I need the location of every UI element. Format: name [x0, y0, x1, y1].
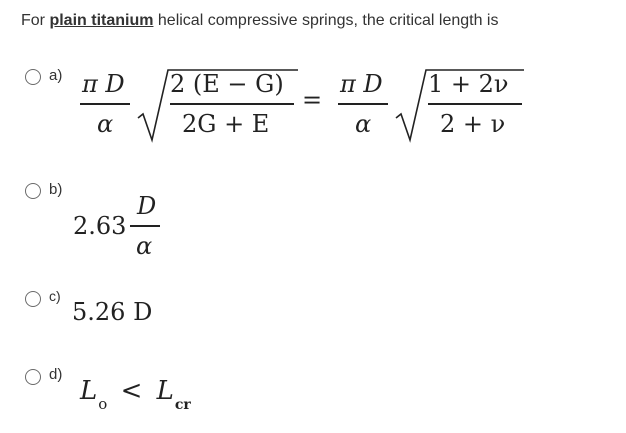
option-a-rhs-den: α	[355, 110, 372, 138]
option-b-coef: 2.63	[73, 212, 127, 240]
option-a-equals: =	[302, 86, 323, 114]
option-d-expression	[80, 376, 191, 414]
option-a-lhs-den: α	[97, 110, 114, 138]
option-d-rhs: L	[156, 376, 174, 406]
option-a-radio[interactable]	[25, 69, 41, 85]
option-a-lhs-root-den: 2G + E	[182, 110, 270, 138]
question-suffix: helical compressive springs, the critical length is	[153, 12, 499, 29]
question-text	[21, 12, 498, 30]
option-a-rhs-root-num: 1 + 2ν	[428, 70, 509, 98]
question-emphasis: plain titanium	[49, 12, 154, 29]
option-b-num: D	[137, 192, 157, 220]
option-d-rhs-sub: cr	[174, 397, 191, 414]
option-b-bar	[130, 225, 160, 227]
option-d-radio[interactable]	[25, 369, 41, 385]
option-d-op: <	[120, 376, 143, 406]
option-c-expr: 5.26 D	[72, 298, 153, 326]
option-a-lhs-bar	[80, 103, 130, 105]
option-a-rhs-num: π D	[340, 70, 383, 98]
option-a-lhs-root-num: 2 (E − G)	[170, 70, 284, 98]
option-d-lhs: L	[80, 376, 98, 406]
option-d-lhs-sub: o	[98, 395, 108, 414]
option-a-lhs-root-bar	[170, 103, 294, 105]
option-d-label: d)	[49, 366, 63, 383]
option-a-label: a)	[49, 67, 63, 84]
question-prefix: For	[21, 12, 50, 29]
option-b-radio[interactable]	[25, 183, 41, 199]
option-a-rhs-root-den: 2 + ν	[440, 110, 506, 138]
option-a-lhs-num: π D	[82, 70, 125, 98]
option-c-label: c)	[49, 288, 61, 304]
option-b-den: α	[136, 232, 153, 260]
option-c-radio[interactable]	[25, 291, 41, 307]
option-a-rhs-root-bar	[428, 103, 522, 105]
option-a-rhs-bar	[338, 103, 388, 105]
option-b-label: b)	[49, 181, 63, 198]
